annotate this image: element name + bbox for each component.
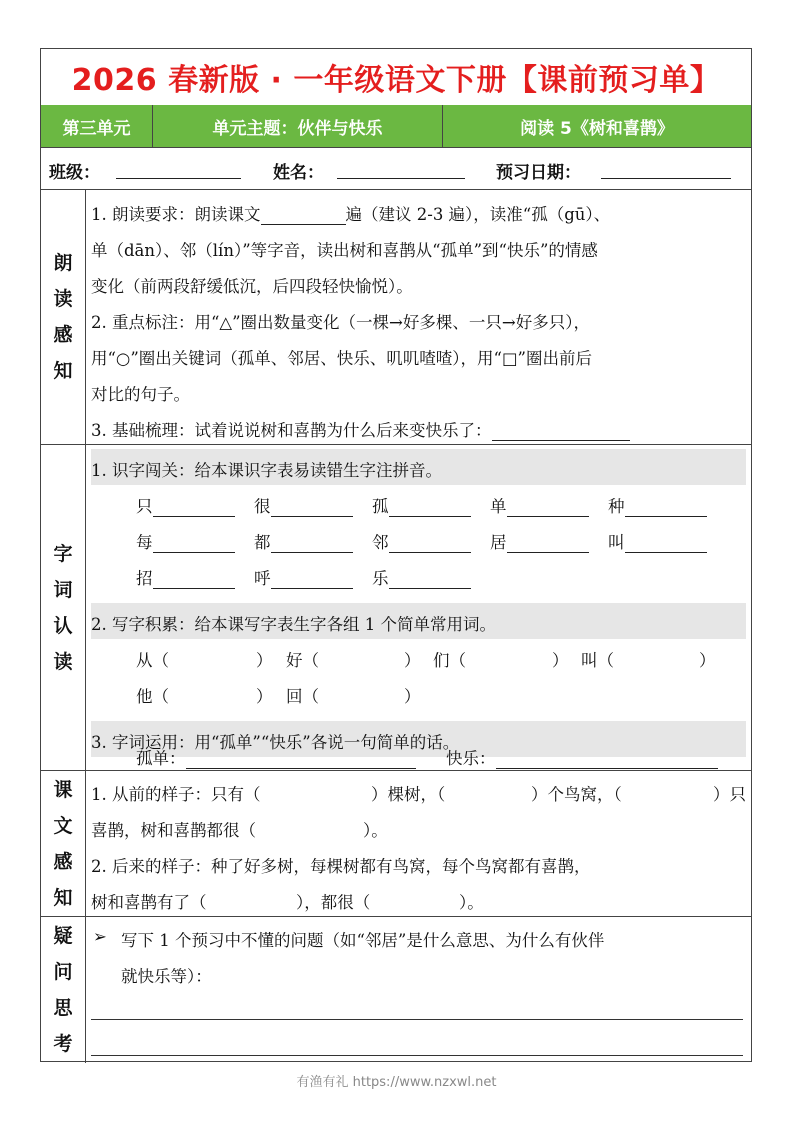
- section-label-words: 字 词 认 读: [41, 445, 86, 770]
- section-reading: [41, 189, 751, 445]
- question-prompt-line-1: 写下 1 个预习中不懂的问题（如“邻居”是什么意思、为什么有伙伴: [121, 931, 605, 950]
- happy-sentence: 快乐：: [446, 745, 718, 769]
- section-words: [41, 445, 751, 771]
- footer-watermark: 有渔有礼 https://www.nzxwl.net: [296, 1075, 497, 1090]
- date-field[interactable]: [601, 178, 731, 179]
- page-title: 2026 春新版 · 一年级语文下册【课前预习单】: [41, 49, 751, 106]
- word-item: 好（: [286, 651, 319, 670]
- word-item: 叫（: [581, 651, 614, 670]
- pinyin-item: 只: [136, 493, 235, 517]
- reading-line-3: 变化（前两段舒缓低沉，后四段轻快愉悦）。: [91, 277, 413, 296]
- section-text: [41, 771, 751, 917]
- past-line-d: ）只: [713, 785, 746, 804]
- section-label-text: 课 文 感 知: [41, 771, 86, 916]
- unit-label: 第三单元: [41, 105, 153, 147]
- later-line-1: 2. 后来的样子：种了好多树，每棵树都有鸟窝，每个鸟窝都有喜鹊，: [91, 857, 591, 876]
- lonely-sentence: 孤单：: [136, 745, 416, 769]
- word-item-close: ）: [404, 651, 421, 670]
- unit-theme: 单元主题：伙伴与快乐: [153, 105, 443, 147]
- pinyin-item: 乐: [372, 565, 471, 589]
- worksheet: [40, 48, 752, 1062]
- pinyin-item: 每: [136, 529, 235, 553]
- pinyin-item: 单: [490, 493, 589, 517]
- reading-line-1: 1. 朗读要求：朗读课文 遍（建议 2-3 遍），读准“孤（gū）、: [91, 205, 611, 224]
- section-questions: [41, 917, 751, 1063]
- lesson-title: 阅读 5《树和喜鹊》: [520, 118, 674, 139]
- arrow-bullet-icon: ➢: [93, 927, 107, 946]
- answer-line-2[interactable]: [91, 1055, 743, 1056]
- reading-line-7: 3. 基础梳理：试着说说树和喜鹊为什么后来变快乐了：: [91, 417, 630, 441]
- later-line-2a: 树和喜鹊有了（: [91, 893, 207, 912]
- task-3-title: 3. 字词运用：用“孤单”“快乐”各说一句简单的话。: [91, 733, 460, 752]
- word-item: 他（: [136, 687, 169, 706]
- reading-line-4: 2. 重点标注：用“△”圈出数量变化（一棵→好多棵、一只→好多只），: [91, 313, 590, 332]
- word-item: 回（: [286, 687, 319, 706]
- unit-header-bar: [41, 105, 751, 148]
- pinyin-item: 招: [136, 565, 235, 589]
- word-item-close: ）: [699, 651, 716, 670]
- past-line-c: ）个鸟窝，（: [531, 785, 622, 804]
- past-line-2b: ）。: [363, 821, 388, 840]
- task-2-title: 2. 写字积累：给本课写字表生字各组 1 个简单常用词。: [91, 615, 496, 634]
- reading-line-5: 用“○”圈出关键词（孤单、邻居、快乐、叽叽喳喳），用“□”圈出前后: [91, 349, 592, 368]
- class-field[interactable]: [116, 178, 241, 179]
- class-label: 班级：: [49, 163, 100, 183]
- pinyin-item: 都: [254, 529, 353, 553]
- pinyin-item: 孤: [372, 493, 471, 517]
- word-item: 从（: [136, 651, 169, 670]
- pinyin-item: 邻: [372, 529, 471, 553]
- past-line-a: 1. 从前的样子：只有（: [91, 785, 261, 804]
- date-label: 预习日期：: [496, 163, 581, 183]
- word-item: 们（: [433, 651, 466, 670]
- reading-line-6: 对比的句子。: [91, 385, 190, 404]
- word-item-close: ）: [404, 687, 421, 706]
- task-1-title: 1. 识字闯关：给本课识字表易读错生字注拼音。: [91, 461, 442, 480]
- past-line-b: ）棵树，（: [371, 785, 446, 804]
- later-line-2c: ）。: [459, 893, 484, 912]
- word-item-close: ）: [552, 651, 569, 670]
- name-label: 姓名：: [273, 163, 324, 183]
- pinyin-item: 居: [490, 529, 589, 553]
- past-line-2a: 喜鹊，树和喜鹊都很（: [91, 821, 256, 840]
- pinyin-item: 呼: [254, 565, 353, 589]
- answer-line-1[interactable]: [91, 1019, 743, 1020]
- happy-sentence-blank[interactable]: [496, 750, 718, 769]
- pinyin-item: 很: [254, 493, 353, 517]
- section-label-reading: 朗 读 感 知: [41, 189, 86, 444]
- word-item-close: ）: [256, 651, 273, 670]
- student-info-row: [41, 147, 751, 190]
- reason-blank[interactable]: [492, 422, 630, 441]
- read-times-blank[interactable]: [261, 206, 346, 225]
- later-line-2b: ），都很（: [296, 893, 371, 912]
- reading-line-2: 单（dān）、邻（lín）”等字音，读出树和喜鹊从“孤单”到“快乐”的情感: [91, 241, 598, 260]
- name-field[interactable]: [337, 178, 465, 179]
- pinyin-item: 叫: [608, 529, 707, 553]
- question-prompt-line-2: 就快乐等）：: [121, 967, 212, 986]
- pinyin-item: 种: [608, 493, 707, 517]
- word-item-close: ）: [256, 687, 273, 706]
- lonely-sentence-blank[interactable]: [186, 750, 416, 769]
- section-label-questions: 疑 问 思 考: [41, 917, 86, 1063]
